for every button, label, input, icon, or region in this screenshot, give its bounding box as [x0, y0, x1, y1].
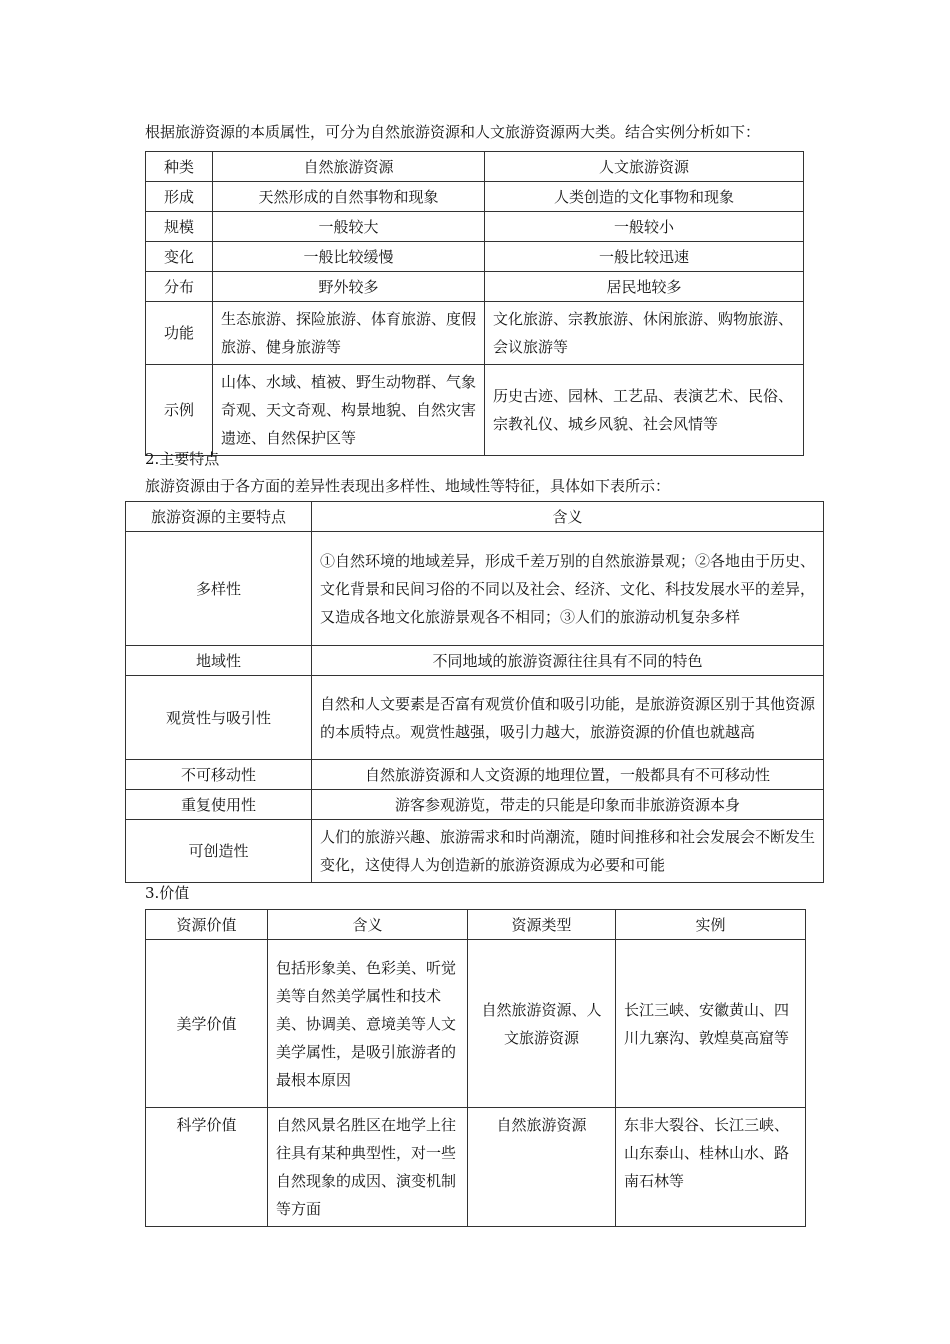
table-row	[126, 676, 824, 760]
header-cell: 资源类型	[468, 910, 616, 940]
row-label: 观赏性与吸引性	[126, 676, 312, 760]
row-label: 规模	[146, 212, 213, 242]
table-cell: 生态旅游、探险旅游、体育旅游、度假旅游、健身旅游等	[213, 302, 485, 365]
table-header-row	[126, 502, 824, 532]
header-cell: 旅游资源的主要特点	[126, 502, 312, 532]
table-cell: 文化旅游、宗教旅游、休闲旅游、购物旅游、会议旅游等	[485, 302, 804, 365]
table-cell: 人们的旅游兴趣、旅游需求和时尚潮流，随时间推移和社会发展会不断发生变化，这使得人为创造新的旅游资源成为必要和可能	[312, 820, 824, 883]
row-label: 美学价值	[146, 940, 268, 1108]
table-cell: 野外较多	[213, 272, 485, 302]
table-row	[146, 182, 804, 212]
table-cell: 自然和人文要素是否富有观赏价值和吸引功能，是旅游资源区别于其他资源的本质特点。观赏性越强，吸引力越大，旅游资源的价值也就越高	[312, 676, 824, 760]
row-label: 科学价值	[146, 1108, 268, 1227]
table-cell: 东非大裂谷、长江三峡、山东泰山、桂林山水、路南石林等	[616, 1108, 806, 1227]
table-cell: 自然旅游资源和人文资源的地理位置，一般都具有不可移动性	[312, 760, 824, 790]
row-label: 形成	[146, 182, 213, 212]
table-cell: 自然旅游资源、人文旅游资源	[468, 940, 616, 1108]
section-2-heading: 2.主要特点	[145, 450, 220, 468]
table-cell: 一般较大	[213, 212, 485, 242]
value-table	[145, 909, 806, 1227]
row-label: 功能	[146, 302, 213, 365]
table-cell: 自然旅游资源	[468, 1108, 616, 1227]
row-label: 多样性	[126, 532, 312, 646]
table-row	[126, 790, 824, 820]
row-label: 重复使用性	[126, 790, 312, 820]
table-row	[146, 940, 806, 1108]
table-cell: 天然形成的自然事物和现象	[213, 182, 485, 212]
header-cell: 实例	[616, 910, 806, 940]
section-3-heading: 3.价值	[145, 884, 190, 902]
table-row	[126, 646, 824, 676]
table-header-row	[146, 152, 804, 182]
table-row	[146, 212, 804, 242]
row-label: 不可移动性	[126, 760, 312, 790]
intro-paragraph: 根据旅游资源的本质属性，可分为自然旅游资源和人文旅游资源两大类。结合实例分析如下：	[145, 123, 761, 141]
table-cell: 历史古迹、园林、工艺品、表演艺术、民俗、宗教礼仪、城乡风貌、社会风情等	[485, 365, 804, 456]
row-label: 示例	[146, 365, 213, 456]
table-header-row	[146, 910, 806, 940]
table-cell: 一般较小	[485, 212, 804, 242]
table-cell: 游客参观游览，带走的只能是印象而非旅游资源本身	[312, 790, 824, 820]
table-cell: 一般比较缓慢	[213, 242, 485, 272]
table-row	[146, 302, 804, 365]
header-cell: 含义	[312, 502, 824, 532]
table-cell: 人类创造的文化事物和现象	[485, 182, 804, 212]
row-label: 变化	[146, 242, 213, 272]
table-cell: 一般比较迅速	[485, 242, 804, 272]
header-cell: 资源价值	[146, 910, 268, 940]
row-label: 分布	[146, 272, 213, 302]
table-row	[146, 242, 804, 272]
resource-type-table	[145, 151, 804, 456]
features-table	[125, 501, 824, 883]
table-cell: 居民地较多	[485, 272, 804, 302]
table-row	[146, 1108, 806, 1227]
table-cell: 山体、水域、植被、野生动物群、气象奇观、天文奇观、构景地貌、自然灾害遗迹、自然保护区等	[213, 365, 485, 456]
table-cell: 包括形象美、色彩美、听觉美等自然美学属性和技术美、协调美、意境美等人文美学属性，是吸引旅游者的最根本原因	[268, 940, 468, 1108]
row-label: 可创造性	[126, 820, 312, 883]
header-cell: 含义	[268, 910, 468, 940]
table-cell: 不同地域的旅游资源往往具有不同的特色	[312, 646, 824, 676]
header-cell: 自然旅游资源	[213, 152, 485, 182]
table-row	[126, 760, 824, 790]
table-row	[126, 532, 824, 646]
table-row	[146, 272, 804, 302]
header-cell: 人文旅游资源	[485, 152, 804, 182]
table-cell: 自然风景名胜区在地学上往往具有某种典型性，对一些自然现象的成因、演变机制等方面	[268, 1108, 468, 1227]
table-row	[146, 365, 804, 456]
table-cell: 长江三峡、安徽黄山、四川九寨沟、敦煌莫高窟等	[616, 940, 806, 1108]
header-cell: 种类	[146, 152, 213, 182]
row-label: 地域性	[126, 646, 312, 676]
section-2-intro: 旅游资源由于各方面的差异性表现出多样性、地域性等特征，具体如下表所示：	[145, 477, 671, 495]
table-row	[126, 820, 824, 883]
table-cell: ①自然环境的地域差异，形成千差万别的自然旅游景观；②各地由于历史、文化背景和民间习俗的不同以及社会、经济、文化、科技发展水平的差异，又造成各地文化旅游景观各不相同；③人们的旅游动机复杂多样	[312, 532, 824, 646]
